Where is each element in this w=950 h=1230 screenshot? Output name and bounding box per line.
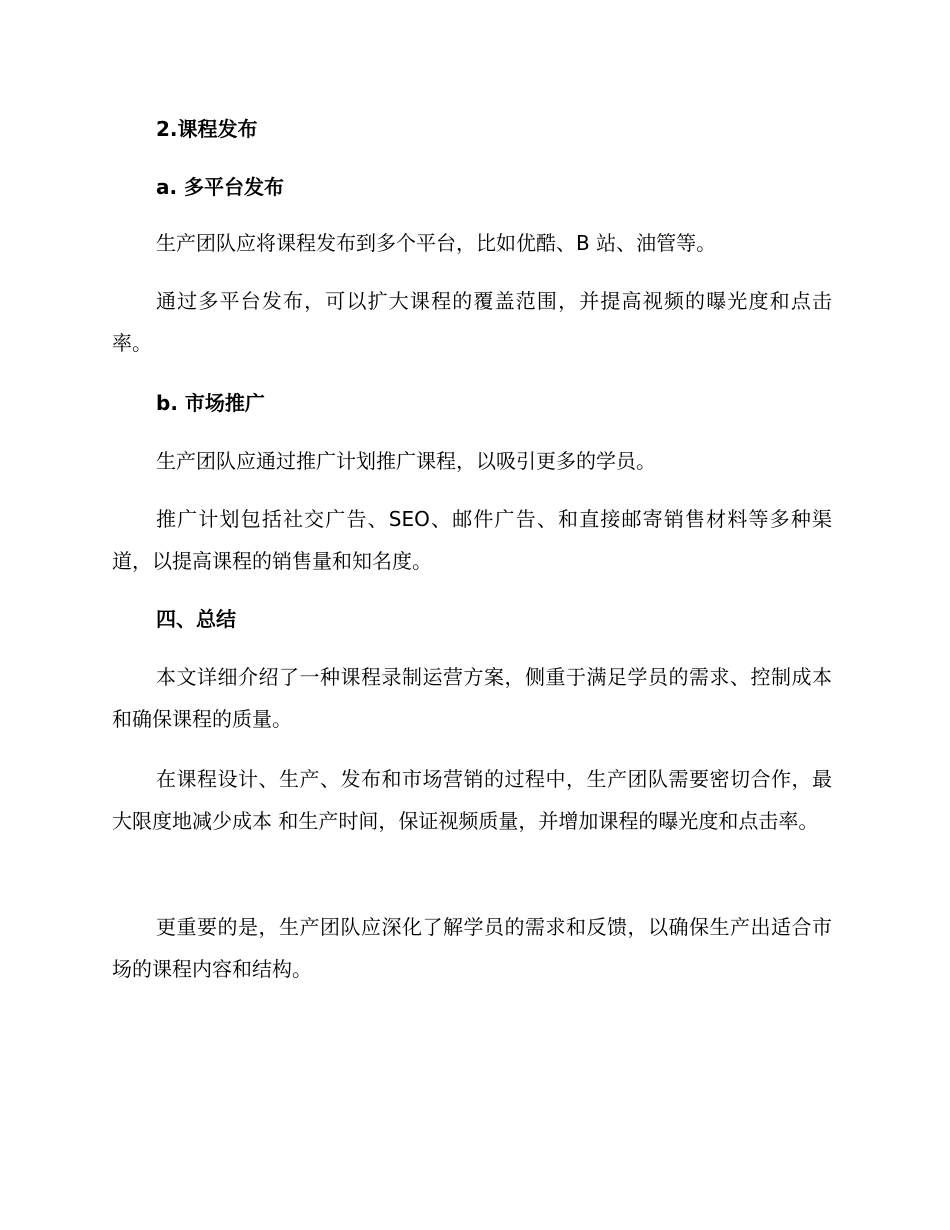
paragraph: 生产团队应将课程发布到多个平台，比如优酷、B 站、油管等。	[156, 231, 717, 255]
paragraph: 在课程设计、生产、发布和市场营销的过程中，生产团队需要密切合作，最大限度地减少成本 和生产时间，保证视频质量，并增加课程的曝光度和点击率。	[112, 767, 832, 833]
subsection-b-heading: b. 市场推广	[156, 391, 265, 415]
section-2-heading: 2.课程发布	[156, 117, 258, 141]
paragraph: 生产团队应通过推广计划推广课程，以吸引更多的学员。	[156, 449, 656, 473]
paragraph: 本文详细介绍了一种课程录制运营方案，侧重于满足学员的需求、控制成本和确保课程的质量。	[112, 665, 832, 731]
subsection-a-heading: a. 多平台发布	[156, 175, 285, 199]
paragraph: 通过多平台发布，可以扩大课程的覆盖范围，并提高视频的曝光度和点击率。	[112, 289, 832, 355]
section-4-heading: 四、总结	[156, 607, 236, 631]
paragraph: 推广计划包括社交广告、SEO、邮件广告、和直接邮寄销售材料等多种渠道，以提高课程的销售量和知名度。	[112, 507, 832, 573]
paragraph: 更重要的是，生产团队应深化了解学员的需求和反馈，以确保生产出适合市场的课程内容和结构。	[112, 915, 832, 981]
